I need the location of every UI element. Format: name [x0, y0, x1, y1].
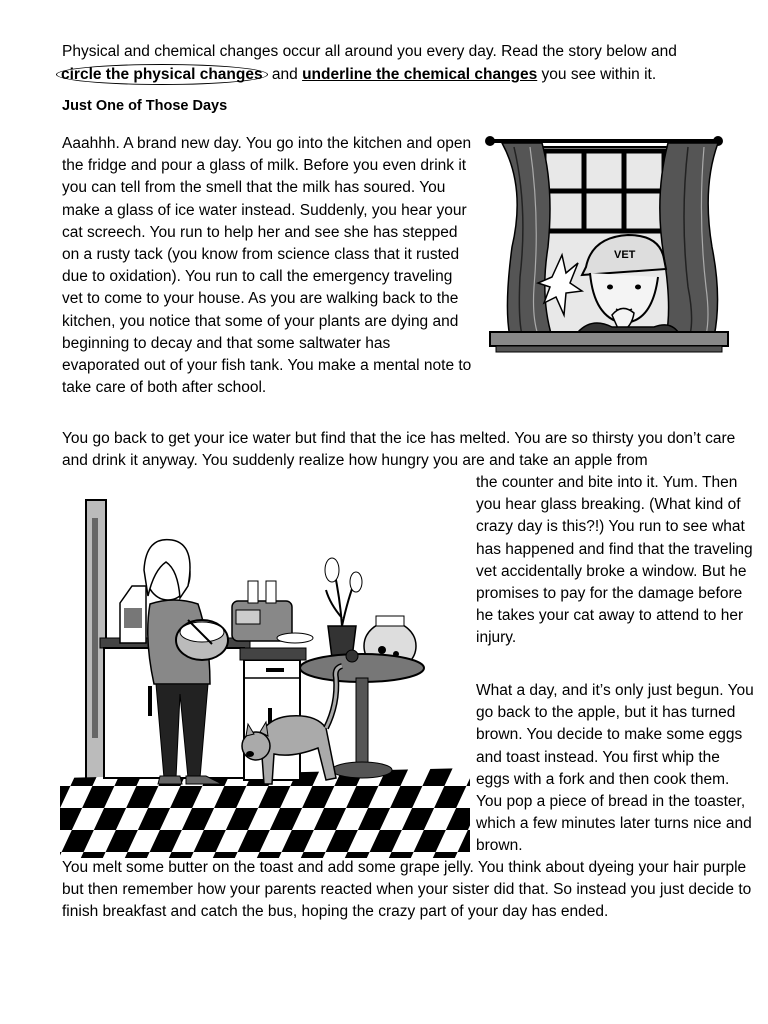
circle-instruction: circle the physical changes	[56, 64, 268, 85]
story-title: Just One of Those Days	[62, 98, 228, 114]
instruction-ending: you see within it.	[537, 66, 657, 83]
instructions-line-1: Physical and chemical changes occur all around you every day. Read the story below and	[62, 43, 677, 60]
story-paragraph-1: Aaahhh. A brand new day. You go into the kitchen and open the fridge and pour a glass of milk. Before you even drink it you can tell from the smell that the milk has soured. You make a glass of ice water instead. Suddenly, you hear your cat screech. You run to help her and see she has stepped on a rusty tack (you know from science class that it rusted due to oxidation). You run to call the emergency traveling vet to come to your house. As you are walking back to the kitchen, you notice that some of your plants are dying and beginning to decay and that some saltwater has evaporated out of your fish tank. You make a mental note to take care of both after school.	[62, 135, 472, 397]
instruction-connector: and	[267, 66, 303, 83]
story-paragraph-5: You melt some butter on the toast and add some grape jelly. You think about dyeing your hair purple but then remember how your parents reacted when your sister did that. So instead you just decide to finish breakfast and catch the bus, hoping the crazy part of your day has ended.	[62, 859, 752, 921]
broken-window-illustration	[482, 127, 738, 377]
underline-instruction: underline the chemical changes	[302, 66, 538, 83]
story-paragraph-4: What a day, and it’s only just begun. You go back to the apple, but it has turned brown. You decide to make some eggs and toast instead. You first whip the eggs with a fork and then cook them. You pop a piece of bread in the toaster, which a few minutes later turns nice and brown.	[476, 682, 754, 855]
cap-text: VET	[614, 249, 636, 261]
story-paragraph-3: the counter and bite into it. Yum. Then you hear glass breaking. (What kind of crazy day is this?!) You run to see what has happened and find that the traveling vet accidentally broke a window. But he promises to pay for the damage before he takes your cat away to attend to her injury.	[476, 474, 753, 647]
kitchen-illustration	[60, 478, 470, 858]
instructions	[62, 40, 742, 86]
story-paragraph-2: You go back to get your ice water but find that the ice has melted. You are so thirsty you don’t care and drink it anyway. You suddenly realize how hungry you are and take an apple from	[62, 430, 736, 470]
